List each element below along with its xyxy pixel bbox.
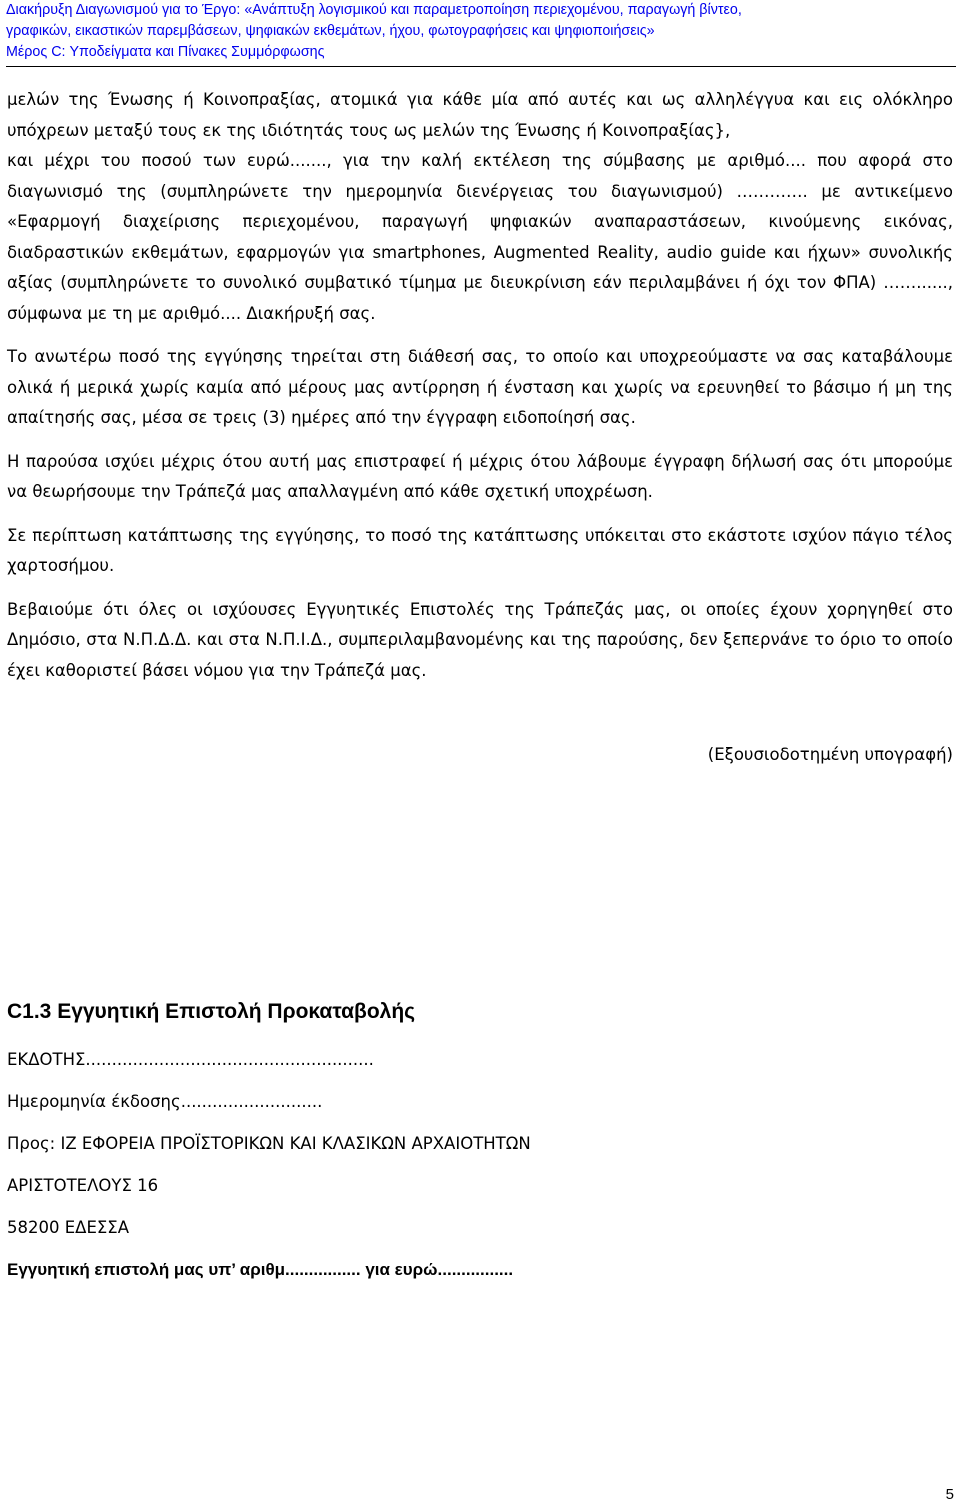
issuer-field: ΕΚΔΟΤΗΣ.......................................................: [7, 1050, 374, 1069]
paragraph-6: Βεβαιούμε ότι όλες οι ισχύουσες Εγγυητικές Επιστολές της Τράπεζάς μας, οι οποίες έχουν χορηγηθεί στο Δημόσιο, στα Ν.Π.Δ.Δ. και στα Ν.Π.Ι.Δ., συμπεριλαμβανομένης και της παρούσης, δεν ξεπερνάνε το όριο το οποίο έχει καθοριστεί βάσει νόμου για την Τράπεζά μας.: [7, 599, 953, 680]
header-line-2: γραφικών, εικαστικών παρεμβάσεων, ψηφιακών εκθεμάτων, ήχου, φωτογραφήσεις και ψηφιοποιήσεις»: [6, 23, 655, 39]
postal-field: 58200 ΕΔΕΣΣΑ: [7, 1218, 130, 1237]
letter-fields: [7, 1045, 953, 1297]
paragraph-5: Σε περίπτωση κατάπτωσης της εγγύησης, το ποσό της κατάπτωσης υπόκειται στο εκάστοτε ισχύον πάγιο τέλος χαρτοσήμου.: [7, 525, 953, 575]
signature-line: (Εξουσιοδοτημένη υπογραφή): [707, 745, 953, 764]
address-field: ΑΡΙΣΤΟΤΕΛΟΥΣ 16: [7, 1176, 159, 1195]
issue-date-field: Ημερομηνία έκδοσης...........................: [7, 1092, 323, 1111]
page-number: 5: [945, 1486, 954, 1503]
section-title: C1.3 Εγγυητική Επιστολή Προκαταβολής: [7, 1000, 416, 1023]
paragraph-3: Το ανωτέρω ποσό της εγγύησης τηρείται στη διάθεσή σας, το οποίο και υποχρεούμαστε να σας καταβάλουμε ολικά ή μερικά χωρίς καμία από μέρους μας αντίρρηση ή ένσταση και χωρίς να ερευνηθεί το βάσιμο ή μη της απαίτησής σας, μέσα σε τρεις (3) ημέρες από την έγγραφη ειδοποίησή σας.: [7, 347, 953, 427]
page-header: [6, 0, 956, 67]
header-line-3: Μέρος C: Υποδείγματα και Πίνακες Συμμόρφωσης: [6, 44, 325, 60]
recipient-field: Προς: ΙΖ ΕΦΟΡΕΙΑ ΠΡΟΪΣΤΟΡΙΚΩΝ ΚΑΙ ΚΛΑΣΙΚΩΝ ΑΡΧΑΙΟΤΗΤΩΝ: [7, 1134, 531, 1153]
guarantee-line: Εγγυητική επιστολή μας υπ’ αριθμ................ για ευρώ................: [7, 1260, 514, 1279]
paragraph-4: Η παρούσα ισχύει μέχρις ότου αυτή μας επιστραφεί ή μέχρις ότου λάβουμε έγγραφη δήλωσή σας ότι μπορούμε να θεωρήσουμε την Τράπεζά μας απαλλαγμένη από κάθε σχετική υποχρέωση.: [7, 451, 953, 501]
header-line-1: Διακήρυξη Διαγωνισμού για το Έργο: «Ανάπτυξη λογισμικού και παραμετροποίηση περιεχομένου, παραγωγή βίντεο,: [6, 2, 742, 18]
body-text: [7, 85, 953, 784]
paragraph-1: μελών της Ένωσης ή Κοινοπραξίας, ατομικά για κάθε μία από αυτές και ως αλληλέγγυα και εις ολόκληρο υπόχρεων μεταξύ τους εκ της ιδιότητάς τους ως μελών της Ένωσης ή Κοινοπραξίας},: [7, 90, 953, 140]
paragraph-2: και μέχρι του ποσού των ευρώ......., για την καλή εκτέλεση της σύμβασης με αριθμό.... που αφορά στο διαγωνισμό της (συμπληρώνετε την ημερομηνία διενέργειας του διαγωνισμού) …………. με αντικείμενο «Εφαρμογή διαχείρισης περιεχομένου, παραγωγή ψηφιακών αναπαραστάσεων, κινούμενης εικόνας, διαδραστικών εκθεμάτων, εφαρμογών για smartphones, Augmented Reality, audio guide και ήχων» συνολικής αξίας (συμπληρώνετε το συνολικό συμβατικό τίμημα με διευκρίνιση εάν περιλαμβάνει ή όχι τον ΦΠΑ) ……......, σύμφωνα με τη με αριθμό.... Διακήρυξή σας.: [7, 151, 953, 323]
